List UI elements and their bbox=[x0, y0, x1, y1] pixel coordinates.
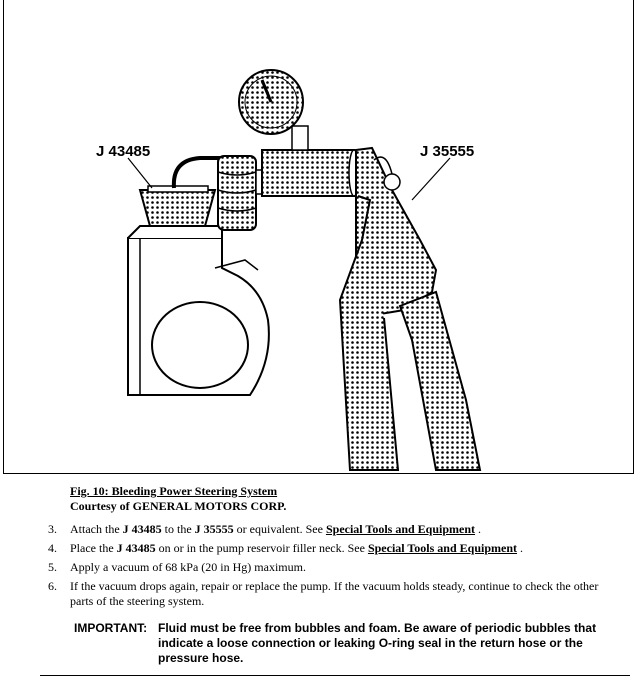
special-tools-link[interactable]: Special Tools and Equipment bbox=[367, 541, 517, 555]
tool-name: J 43485 bbox=[122, 522, 162, 536]
step-3 bbox=[48, 522, 608, 537]
step-number: 5. bbox=[48, 560, 57, 574]
hand-pump-j35555 bbox=[340, 148, 480, 470]
pump-body bbox=[128, 226, 269, 395]
step-text: on or in the pump reservoir filler neck. See bbox=[155, 541, 368, 555]
figure-courtesy: Courtesy of GENERAL MOTORS CORP. bbox=[70, 499, 287, 513]
step-text: Place the bbox=[70, 541, 117, 555]
tool-name: J 43485 bbox=[116, 541, 156, 555]
adapter-j43485 bbox=[140, 186, 215, 226]
figure-caption bbox=[70, 484, 286, 514]
tool-name: J 35555 bbox=[194, 522, 234, 536]
special-tools-link[interactable]: Special Tools and Equipment bbox=[325, 522, 476, 536]
step-number: 6. bbox=[48, 579, 57, 593]
step-text: to the bbox=[161, 522, 195, 536]
step-text: Attach the bbox=[70, 522, 123, 536]
step-number: 4. bbox=[48, 541, 57, 555]
important-label: IMPORTANT: bbox=[74, 621, 148, 635]
vacuum-gauge bbox=[239, 70, 308, 150]
step-6 bbox=[48, 579, 608, 609]
step-text: Apply a vacuum of 68 kPa (20 in Hg) maximum. bbox=[70, 560, 306, 574]
step-4 bbox=[48, 541, 608, 556]
step-text: or equivalent. See bbox=[233, 522, 326, 536]
step-5 bbox=[48, 560, 608, 575]
procedure-steps bbox=[48, 522, 608, 613]
leader-left bbox=[128, 158, 152, 188]
leader-right bbox=[412, 158, 450, 200]
figure-title: Fig. 10: Bleeding Power Steering System bbox=[70, 484, 278, 498]
step-text: . bbox=[475, 522, 482, 536]
step-text: If the vacuum drops again, repair or replace the pump. If the vacuum holds steady, continue to check the other parts of the steering system. bbox=[70, 579, 599, 608]
important-text: Fluid must be free from bubbles and foam. Be aware of periodic bubbles that indicate a loose connection or leaking O-ring seal in the return hose or the pressure hose. bbox=[158, 621, 597, 665]
label-j43485: J 43485 bbox=[96, 143, 151, 160]
trap-canister bbox=[218, 156, 256, 230]
step-text: . bbox=[517, 541, 523, 555]
page-divider bbox=[40, 675, 630, 676]
label-j35555: J 35555 bbox=[420, 143, 475, 160]
step-number: 3. bbox=[48, 522, 57, 536]
important-note bbox=[74, 621, 604, 666]
vacuum-pump-barrel bbox=[256, 150, 359, 196]
vacuum-hose bbox=[174, 158, 222, 188]
